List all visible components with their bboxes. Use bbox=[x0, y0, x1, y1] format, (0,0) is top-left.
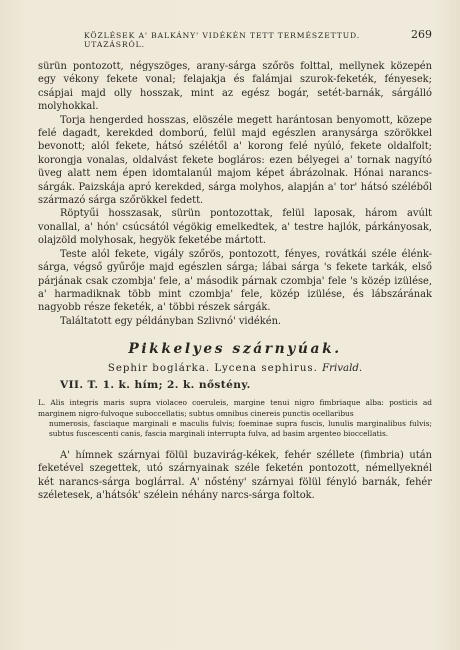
section-title: Pikkelyes szárnyúak. bbox=[128, 341, 342, 358]
paragraph-locality: Találtatott egy példányban Szlivnó' vidékén. bbox=[60, 315, 282, 327]
species-heading bbox=[38, 363, 432, 374]
paragraph-wings: Röptyűi hosszasak, sürün pontozottak, felül laposak, három avúlt vonallal, a' hón' csúcsától végökig emelkedtek, a' testre hajlók, párkányosak, olajzöld molyhosak, hegyök feketébe mártott. bbox=[38, 208, 432, 247]
butterfly-text bbox=[38, 449, 432, 503]
paragraph-thorax: Torja hengerded hosszas, elöszéle megett harántosan benyomott, közepe felé dagadt, kerekded domború, felül majd egészlen aranysárga szörökkel bevonott; alól fekete, hátsó szélétől a' korong felé nyúló, fekete oldalfolt; korongja vonalas, oldalvást fekete bogláros: ezen bélyegei a' tornak nagyító üveg alatt nem épen idomtalanúl majom képet ábrázolnak. Hónai narancs-sárgák. Paizskája apró kerekded, sárga molyhos, alapján a' tor' hátsó széléből származó sárga szőrökkel fedett. bbox=[38, 114, 432, 207]
plate-reference: VII. T. 1. k. hím; 2. k. nőstény. bbox=[60, 379, 251, 392]
latin-continuation: numerosis, fasciaque marginali e maculis fulvis; foeminae supra fuscis, lunulis marginalibus fulvis; subtus fuscescenti canis, fascia marginali interrupta fulva, ad basim argenteo bioccellatis. bbox=[49, 418, 432, 439]
paragraph-butterfly-description: A' hímnek szárnyai fölül buzavirág-kékek, fehér széllete (fimbria) után feketével szegettek, utó szárnyainak széle feketén pontozott, némellyeknél két narancs-sárga boglárral. A' nőstény' szárnyai fölül fényló barnák, fehér széletesek, a'hátsók' szélein néhány narcs-sárga foltok. bbox=[38, 449, 432, 501]
paragraph-head-description: sürün pontozott, négyszöges, arany-sárga szőrös folttal, mellynek közepén egy vékony fekete vonal; felajakja és falámjai szurok-feketék, fényesek; csápjai majd olly hosszak, mint az egész bogár, setét-barnák, sárgálló molyhokkal. bbox=[38, 61, 432, 113]
running-head bbox=[38, 28, 432, 49]
species-author: Frivald. bbox=[322, 363, 363, 375]
main-text bbox=[38, 60, 432, 328]
paragraph-body: Teste alól fekete, vigály szőrös, pontozott, fényes, rovátkái széle élénk-sárga, végső gyűrője majd egészlen sárga; lábai sárga 's fekete tarkák, első párjának csak czombja' fele, a' második párnak czombja' fele 's közép izülése, a' harmadiknak több mint czombja' fele, közép izülése, és lábszárának nagyobb része feketék, a' többi részek sárgák. bbox=[38, 248, 432, 314]
latin-description bbox=[38, 398, 432, 440]
page-number: 269 bbox=[411, 28, 432, 41]
species-name: Sephir boglárka. Lycena sephirus. bbox=[107, 363, 318, 375]
running-title: KÖZLÉSEK A' BALKÁNY' VIDÉKÉN TETT TERMÉSZETTUD. UTAZÁSRÓL. bbox=[84, 31, 361, 49]
latin-first-line: L. Alis integris maris supra violaceo coeruleis, margine tenui nigro fimbriaque alba: posticis ad marginem nigro-fulvoque suboccellatis; subtus omnibus cinereis punctis ocellaribus bbox=[38, 398, 432, 418]
